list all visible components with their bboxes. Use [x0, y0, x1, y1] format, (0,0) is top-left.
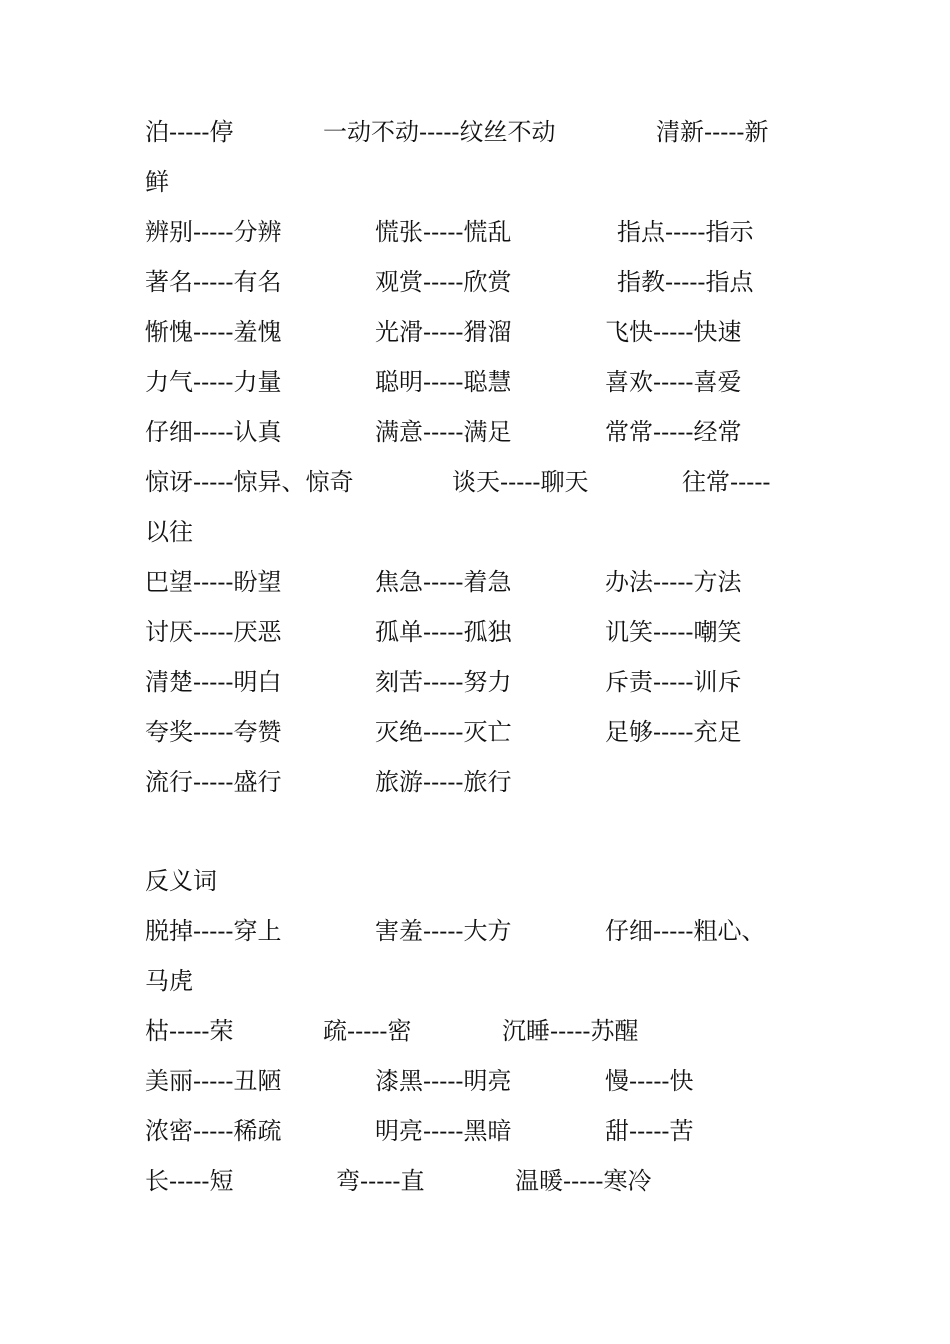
word-pair: 斥责-----训斥	[605, 668, 742, 696]
word-pair: 讨厌-----厌恶	[145, 618, 282, 646]
word-pair: 害羞-----大方	[375, 917, 512, 945]
word-pair: 聪明-----聪慧	[375, 368, 512, 396]
word-pair: 泊-----停	[145, 118, 234, 146]
word-pair: 甜-----苦	[605, 1117, 694, 1145]
word-pair: 刻苦-----努力	[375, 668, 512, 696]
word-pair: 焦急-----着急	[375, 568, 512, 596]
antonym-row	[0, 961, 950, 1001]
synonym-row	[0, 362, 950, 402]
word-pair: 辨别-----分辨	[145, 218, 282, 246]
antonym-row	[0, 1061, 950, 1101]
antonym-row	[0, 911, 950, 951]
word-pair: 灭绝-----灭亡	[375, 718, 512, 746]
word-pair: 指教-----指点	[617, 268, 754, 296]
word-pair: 满意-----满足	[375, 418, 512, 446]
word-pair: 一动不动-----纹丝不动	[323, 118, 556, 146]
word-pair: 指点-----指示	[617, 218, 754, 246]
word-pair: 仔细-----粗心、	[605, 917, 766, 945]
word-pair: 沉睡-----苏醒	[502, 1017, 639, 1045]
word-pair: 旅游-----旅行	[375, 768, 512, 796]
word-pair: 弯-----直	[336, 1167, 425, 1195]
synonym-row	[0, 662, 950, 702]
word-pair: 讥笑-----嘲笑	[605, 618, 742, 646]
word-pair: 长-----短	[145, 1167, 234, 1195]
word-pair: 谈天-----聊天	[452, 468, 589, 496]
word-pair: 马虎	[145, 967, 193, 995]
synonym-row	[0, 762, 950, 802]
word-pair: 观赏-----欣赏	[375, 268, 512, 296]
word-pair: 夸奖-----夸赞	[145, 718, 282, 746]
antonym-row	[0, 1111, 950, 1151]
word-pair: 疏-----密	[323, 1017, 412, 1045]
antonym-heading: 反义词	[145, 867, 217, 895]
word-pair: 力气-----力量	[145, 368, 282, 396]
synonym-row	[0, 512, 950, 552]
synonym-row	[0, 712, 950, 752]
word-pair: 足够-----充足	[605, 718, 742, 746]
word-pair: 流行-----盛行	[145, 768, 282, 796]
synonym-row	[0, 462, 950, 502]
word-pair: 枯-----荣	[145, 1017, 234, 1045]
word-pair: 脱掉-----穿上	[145, 917, 282, 945]
word-pair: 著名-----有名	[145, 268, 282, 296]
synonym-row	[0, 562, 950, 602]
word-pair: 往常-----	[682, 468, 771, 496]
synonym-row	[0, 412, 950, 452]
word-pair: 巴望-----盼望	[145, 568, 282, 596]
word-pair: 光滑-----猾溜	[375, 318, 512, 346]
word-pair: 飞快-----快速	[605, 318, 742, 346]
word-pair: 常常-----经常	[605, 418, 742, 446]
word-pair: 明亮-----黑暗	[375, 1117, 512, 1145]
synonym-row	[0, 162, 950, 202]
word-pair: 仔细-----认真	[145, 418, 282, 446]
word-pair: 喜欢-----喜爱	[605, 368, 742, 396]
word-pair: 浓密-----稀疏	[145, 1117, 282, 1145]
synonym-row	[0, 312, 950, 352]
word-pair: 惭愧-----羞愧	[145, 318, 282, 346]
word-pair: 鲜	[145, 168, 169, 196]
word-pair: 温暖-----寒冷	[515, 1167, 652, 1195]
word-pair: 以往	[145, 518, 193, 546]
synonym-row	[0, 112, 950, 152]
word-pair: 办法-----方法	[605, 568, 742, 596]
antonym-row	[0, 1011, 950, 1051]
word-pair: 漆黑-----明亮	[375, 1067, 512, 1095]
word-pair: 慢-----快	[605, 1067, 694, 1095]
synonym-row	[0, 262, 950, 302]
section-heading	[0, 861, 950, 901]
word-pair: 清楚-----明白	[145, 668, 282, 696]
word-pair: 慌张-----慌乱	[375, 218, 512, 246]
synonym-row	[0, 612, 950, 652]
antonym-row	[0, 1161, 950, 1201]
word-pair: 美丽-----丑陋	[145, 1067, 282, 1095]
word-pair: 清新-----新	[656, 118, 769, 146]
word-pair: 孤单-----孤独	[375, 618, 512, 646]
synonym-row	[0, 212, 950, 252]
word-pair: 惊讶-----惊异、惊奇	[145, 468, 354, 496]
